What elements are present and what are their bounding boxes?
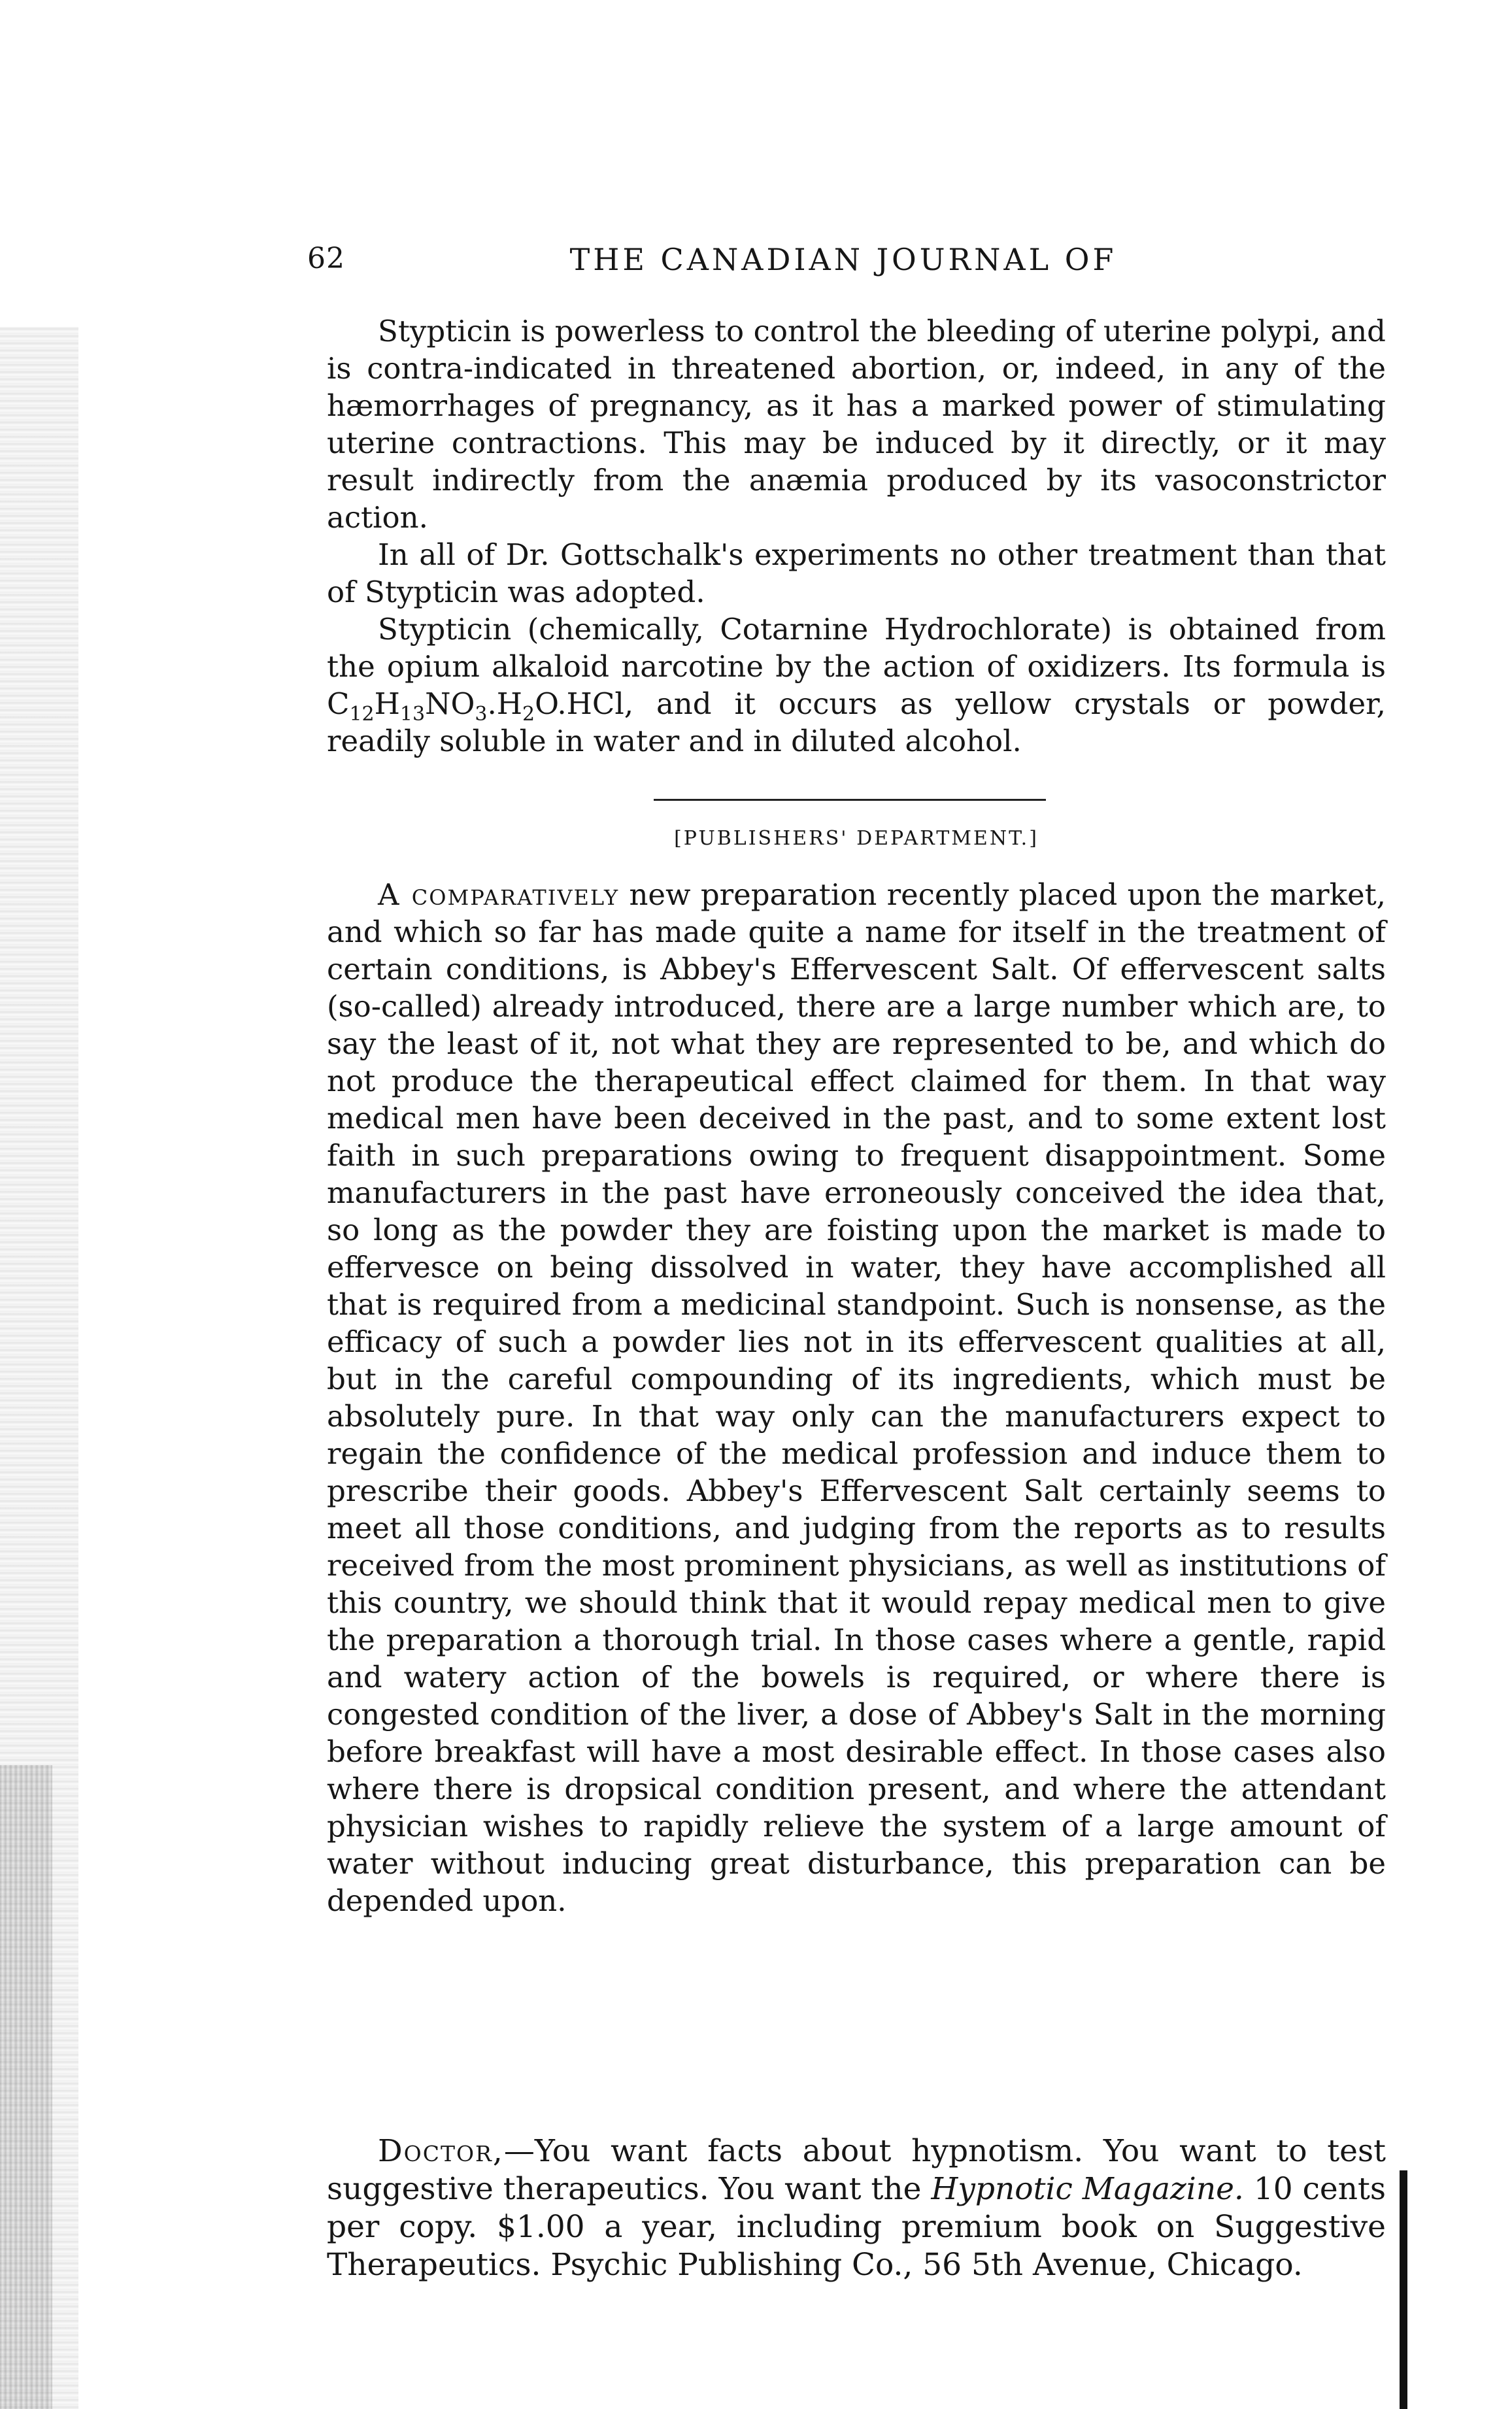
formula-subscript: 12 — [349, 703, 375, 726]
paragraph — [327, 2132, 1386, 2284]
formula-part: .H — [487, 686, 522, 721]
section-divider — [654, 799, 1046, 801]
lead-words: A comparatively — [378, 877, 620, 912]
paragraph: In all of Dr. Gottschalk's experiments no other treatment than that of Stypticin was adopted. — [327, 537, 1386, 609]
lead-words: Doctor, — [378, 2133, 504, 2169]
page-header — [307, 242, 1379, 294]
scan-binding-edge — [0, 1765, 52, 2409]
text-run: Stypticin (chemically, Cotarnine Hydrochlorate) is obtained from the opium alkaloid narcotine by the action of oxidizers. Its formula is — [327, 612, 1386, 684]
running-title: THE CANADIAN JOURNAL OF — [569, 242, 1117, 277]
formula-part: NO — [425, 686, 475, 721]
stypticin-section — [327, 312, 1386, 760]
formula-subscript: 3 — [475, 703, 488, 726]
paragraph-formula — [327, 611, 1386, 760]
paragraph: Stypticin is powerless to control the bleeding of uterine polypi, and is contra-indicated in threatened abortion, or, indeed, in any of the hæmorrhages of pregnancy, as it has a marked power of stimulating uterine contractions. This may be induced by it directly, or it may result indirectly from the anæmia produced by its vasoconstrictor action. — [327, 314, 1386, 535]
magazine-title: Hypnotic Magazine. — [931, 2171, 1244, 2207]
abbey-salt-section — [327, 876, 1386, 1919]
formula-part: C — [327, 686, 350, 721]
chemical-formula — [327, 686, 624, 726]
text-run: 10 cents per copy. $1.00 a year, including premium book on Suggestive Therapeutics. Psychic Publishing Co., 56 5th Avenue, Chicago. — [327, 2171, 1386, 2283]
formula-part: H — [374, 686, 400, 721]
formula-part: O.HCl — [535, 686, 624, 721]
formula-subscript: 2 — [522, 703, 535, 726]
text-run: new preparation recently placed upon the market, and which so far has made quite a name for itself in the treatment of certain conditions, is Abbey's Effervescent Salt. Of effervescent salts (so-called) already introduced, there are a large number which are, to say the least of it, not what they are represented to be, and which do not produce the therapeutical effect claimed for them. In that way medical men have been deceived in the past, and to some extent lost faith in such preparations owing to frequent disappointment. Some manufacturers in the past have erroneously conceived the idea that, so long as the powder they are foisting upon the market is made to effervesce on being dissolved in water, they have accomplished all that is required from a medicinal standpoint. Such is nonsense, as the efficacy of such a powder lies not in its effervescent qualities at all, but in the careful compounding of its ingredients, which must be absolutely pure. In that way only can the manufacturers expect to regain the confidence of the medical profession and induce them to prescribe their goods. Abbey's Effervescent Salt certainly seems to meet all those conditions, and judging from the reports as to results received from the most prominent physicians, as well as institutions of this country, we should think that it would repay medical men to give the preparation a thorough trial. In those cases where a gentle, rapid and watery action of the bowels is required, or where there is congested condition of the liver, a dose of Abbey's Salt in the morning before breakfast will have a most desirable effect. In those cases also where there is dropsical condition present, and where the attendant physician wishes to rapidly relieve the system of a large amount of water without inducing great disturbance, this preparation can be depended upon. — [327, 877, 1386, 1918]
text-run: , and it occurs as yellow crystals or powder, readily soluble in water and in diluted alcohol. — [327, 686, 1386, 758]
paragraph — [327, 876, 1386, 1919]
text-run: —You want facts about hypnotism. You want to test suggestive therapeutics. You want the — [327, 2133, 1386, 2207]
page-number: 62 — [307, 242, 345, 275]
formula-subscript: 13 — [399, 703, 426, 726]
hypnotism-advert — [327, 2132, 1386, 2284]
scan-shadow-right — [1400, 2170, 1407, 2409]
department-heading: [PUBLISHERS' DEPARTMENT.] — [674, 827, 1039, 850]
